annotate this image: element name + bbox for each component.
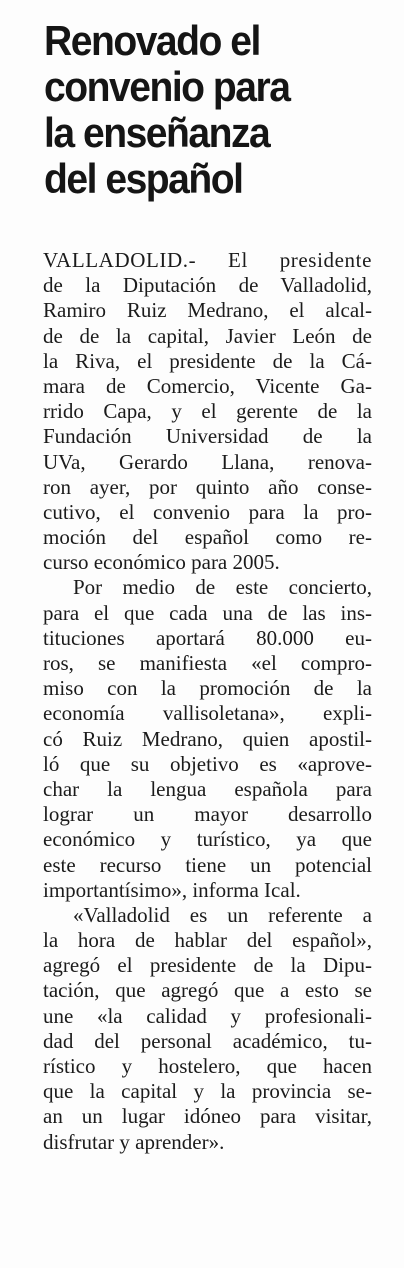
text-line: char la lengua española para bbox=[43, 776, 372, 801]
text-line: de de la capital, Javier León de bbox=[43, 323, 372, 348]
headline-line: Renovado el bbox=[44, 17, 260, 64]
text-line: Fundación Universidad de la bbox=[43, 424, 372, 449]
text-line: ros, se manifiesta «el compro- bbox=[43, 651, 372, 675]
text-line: Ramiro Ruiz Medrano, el alcal- bbox=[43, 298, 372, 323]
text-line: có Ruiz Medrano, quien apostil- bbox=[43, 726, 372, 751]
text-line: de la Diputación de Valladolid, bbox=[43, 273, 372, 298]
text-line: ló que su objetivo es «aprove- bbox=[43, 751, 372, 776]
text-line: curso económico para 2005. bbox=[43, 550, 280, 575]
text-line: importantísimo», informa Ical. bbox=[43, 877, 301, 902]
paragraph-1 bbox=[43, 248, 372, 575]
text-line: miso con la promoción de la bbox=[43, 676, 372, 701]
headline-line: del español bbox=[44, 155, 243, 202]
text-line: que la capital y la provincia se- bbox=[43, 1079, 372, 1104]
text-line: VALLADOLID.- El presidente bbox=[43, 248, 372, 272]
text-line: cutivo, el convenio para la pro- bbox=[43, 499, 372, 524]
text-line: mara de Comercio, Vicente Ga- bbox=[43, 373, 372, 398]
text-line: dad del personal académico, tu- bbox=[43, 1028, 372, 1053]
text-line: «Valladolid es un referente a bbox=[73, 902, 372, 927]
text-line: rístico y hostelero, que hacen bbox=[43, 1054, 372, 1078]
text-line: UVa, Gerardo Llana, renova- bbox=[43, 449, 372, 474]
headline bbox=[44, 18, 370, 202]
headline-line: la enseñanza bbox=[44, 109, 270, 156]
text-line: economía vallisoletana», expli- bbox=[43, 701, 372, 726]
text-line: une «la calidad y profesionali- bbox=[43, 1003, 372, 1028]
text-line: moción del español como re- bbox=[43, 525, 372, 550]
text-line: Por medio de este concierto, bbox=[73, 575, 372, 600]
text-line: la hora de hablar del español», bbox=[43, 928, 372, 953]
text-line: tación, que agregó que a esto se bbox=[43, 978, 372, 1003]
text-line: lograr un mayor desarrollo bbox=[43, 802, 372, 827]
paragraph-3 bbox=[43, 903, 372, 1155]
text-line: an un lugar idóneo para visitar, bbox=[43, 1104, 372, 1129]
text-line: rrido Capa, y el gerente de la bbox=[43, 399, 372, 424]
text-line: tituciones aportará 80.000 eu- bbox=[43, 625, 372, 650]
paragraph-2 bbox=[43, 575, 372, 902]
text-line: disfrutar y aprender». bbox=[43, 1129, 225, 1154]
text-line: la Riva, el presidente de la Cá- bbox=[43, 348, 372, 373]
text-line: para el que cada una de las ins- bbox=[43, 600, 372, 625]
text-line: económico y turístico, ya que bbox=[43, 827, 372, 852]
text-line: este recurso tiene un potencial bbox=[43, 852, 372, 877]
text-line: agregó el presidente de la Dipu- bbox=[43, 953, 372, 978]
headline-line: convenio para bbox=[44, 63, 290, 110]
text-line: ron ayer, por quinto año conse- bbox=[43, 474, 372, 499]
article-body bbox=[43, 248, 372, 1155]
